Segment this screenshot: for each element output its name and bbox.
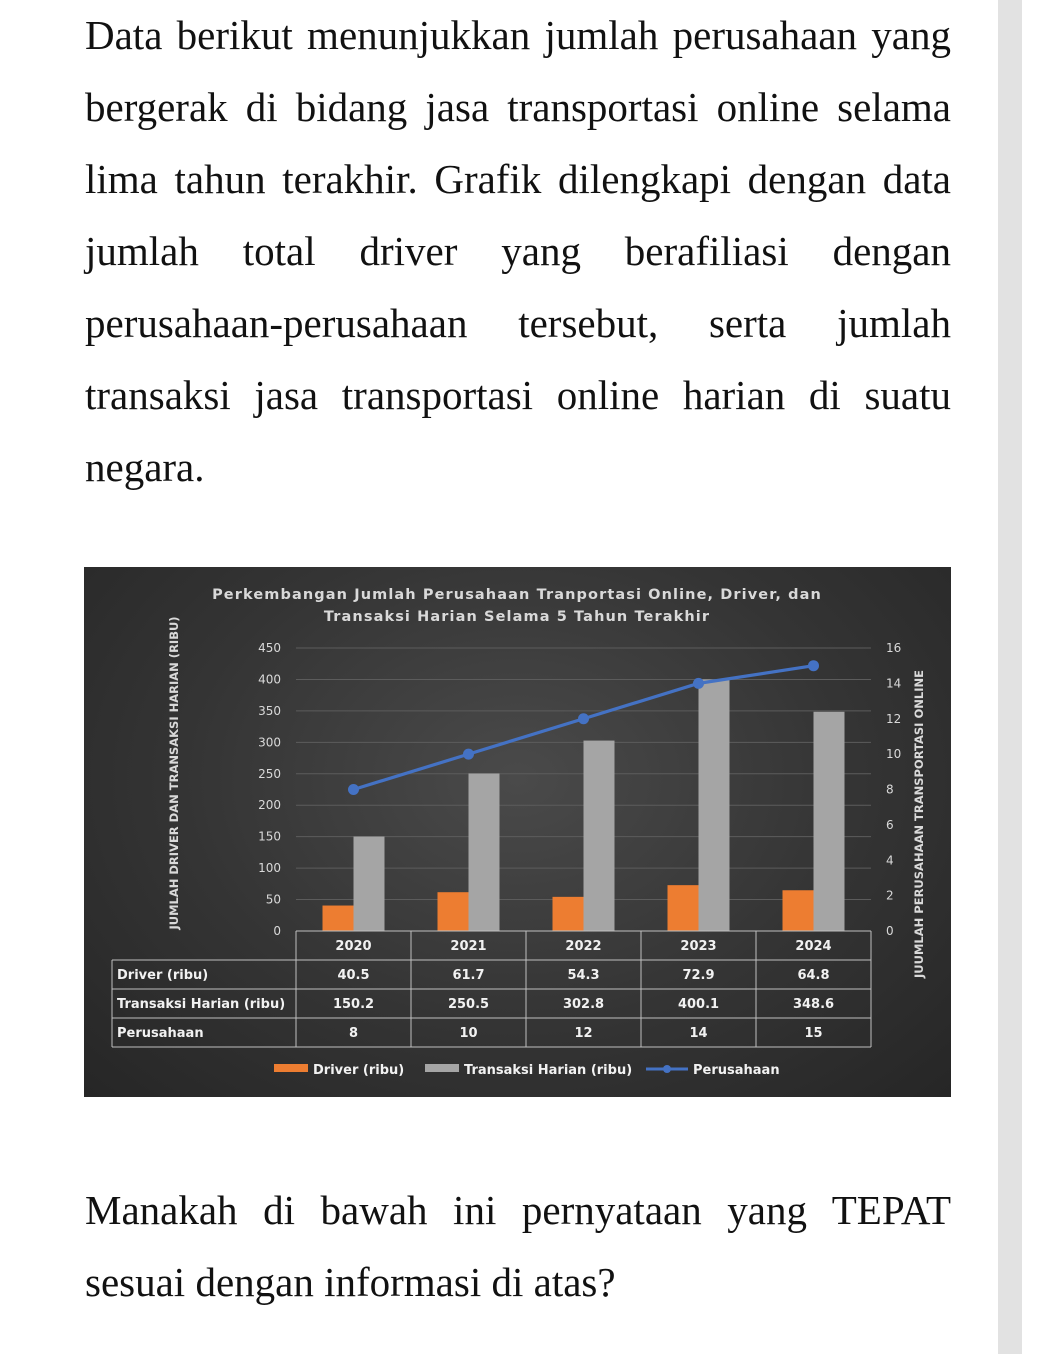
scrollbar-track[interactable] xyxy=(998,0,1022,1354)
y2-tick-label: 12 xyxy=(886,711,902,726)
table-data-label: 8 xyxy=(348,1026,359,1041)
y-tick-label: 50 xyxy=(265,892,281,907)
legend-label: Transaksi Harian (ribu) xyxy=(464,1063,633,1078)
y-tick-label: 400 xyxy=(258,672,281,687)
question-paragraph: Manakah di bawah ini pernyataan yang TEPAT sesuai dengan informasi di atas? xyxy=(85,1187,951,1305)
bar-transaksi xyxy=(354,837,385,931)
y2-axis-label: JUUMLAH PERUSAHAAN TRANSPORTASI ONLINE xyxy=(912,670,926,978)
bar-driver xyxy=(668,885,699,931)
table-data-label: 14 xyxy=(689,1026,708,1041)
y-tick-label: 300 xyxy=(258,735,281,750)
chart-title-line: Perkembangan Jumlah Perusahaan Tranportasi Online, Driver, dan xyxy=(212,587,822,603)
y2-tick-label: 6 xyxy=(886,817,894,832)
chart-svg xyxy=(84,567,951,1097)
x-tick-label: 2023 xyxy=(680,939,717,954)
y2-tick-label: 2 xyxy=(886,888,894,903)
x-tick-label: 2021 xyxy=(450,939,487,954)
x-tick-label: 2024 xyxy=(795,939,832,954)
bar-transaksi xyxy=(469,773,500,931)
table-data-label: 54.3 xyxy=(567,968,600,983)
x-tick-label: 2022 xyxy=(565,939,602,954)
y-tick-label: 0 xyxy=(273,924,281,938)
line-point-perusahaan xyxy=(348,784,359,795)
legend-swatch-marker xyxy=(663,1065,671,1073)
y2-tick-label: 10 xyxy=(886,747,902,762)
y2-tick-label: 0 xyxy=(886,924,894,938)
y-tick-label: 200 xyxy=(258,798,281,813)
y-tick-label: 100 xyxy=(258,861,281,876)
table-data-label: 150.2 xyxy=(332,997,375,1012)
bar-transaksi xyxy=(814,712,845,931)
y2-tick-label: 8 xyxy=(886,782,894,797)
y-tick-label: 150 xyxy=(258,829,281,844)
table-series-name: Driver (ribu) xyxy=(117,968,209,983)
y2-tick-label: 16 xyxy=(886,641,902,655)
bar-driver xyxy=(323,906,354,931)
table-series-name: Transaksi Harian (ribu) xyxy=(117,997,286,1012)
y2-tick-label: 14 xyxy=(886,676,902,691)
bar-driver xyxy=(553,897,584,931)
y-tick-label: 250 xyxy=(258,766,281,781)
table-data-label: 15 xyxy=(804,1026,823,1041)
table-data-label: 72.9 xyxy=(682,968,715,983)
line-point-perusahaan xyxy=(808,660,819,671)
line-point-perusahaan xyxy=(693,678,704,689)
table-data-label: 10 xyxy=(459,1026,478,1041)
bar-driver xyxy=(783,890,814,931)
legend-swatch xyxy=(425,1064,459,1072)
table-data-label: 40.5 xyxy=(337,968,370,983)
table-data-label: 348.6 xyxy=(792,997,835,1012)
y2-tick-label: 4 xyxy=(886,853,894,868)
y-tick-label: 450 xyxy=(258,641,281,655)
legend-label: Perusahaan xyxy=(693,1063,780,1078)
table-series-name: Perusahaan xyxy=(117,1026,204,1041)
line-point-perusahaan xyxy=(463,749,474,760)
x-tick-label: 2020 xyxy=(335,939,372,954)
y-tick-label: 350 xyxy=(258,703,281,718)
line-point-perusahaan xyxy=(578,713,589,724)
intro-paragraph: Data berikut menunjukkan jumlah perusahaan yang bergerak di bidang jasa transportasi online selama lima tahun terakhir. Grafik dilengkapi dengan data jumlah total driver yang berafiliasi dengan perusahaan-perusahaan tersebut, serta jumlah transaksi jasa transportasi online harian di suatu negara. xyxy=(85,12,951,490)
y-axis-label: JUMLAH DRIVER DAN TRANSAKSI HARIAN (RIBU) xyxy=(167,616,181,930)
chart-figure xyxy=(84,567,951,1097)
bar-driver xyxy=(438,892,469,931)
table-data-label: 64.8 xyxy=(797,968,830,983)
bar-transaksi xyxy=(699,679,730,931)
legend-swatch xyxy=(274,1064,308,1072)
table-data-label: 400.1 xyxy=(677,997,720,1012)
table-data-label: 61.7 xyxy=(452,968,485,983)
legend-label: Driver (ribu) xyxy=(313,1063,405,1078)
table-data-label: 302.8 xyxy=(562,997,605,1012)
chart-title-line: Transaksi Harian Selama 5 Tahun Terakhir xyxy=(323,609,711,625)
table-data-label: 250.5 xyxy=(447,997,490,1012)
bar-transaksi xyxy=(584,741,615,931)
table-data-label: 12 xyxy=(574,1026,593,1041)
